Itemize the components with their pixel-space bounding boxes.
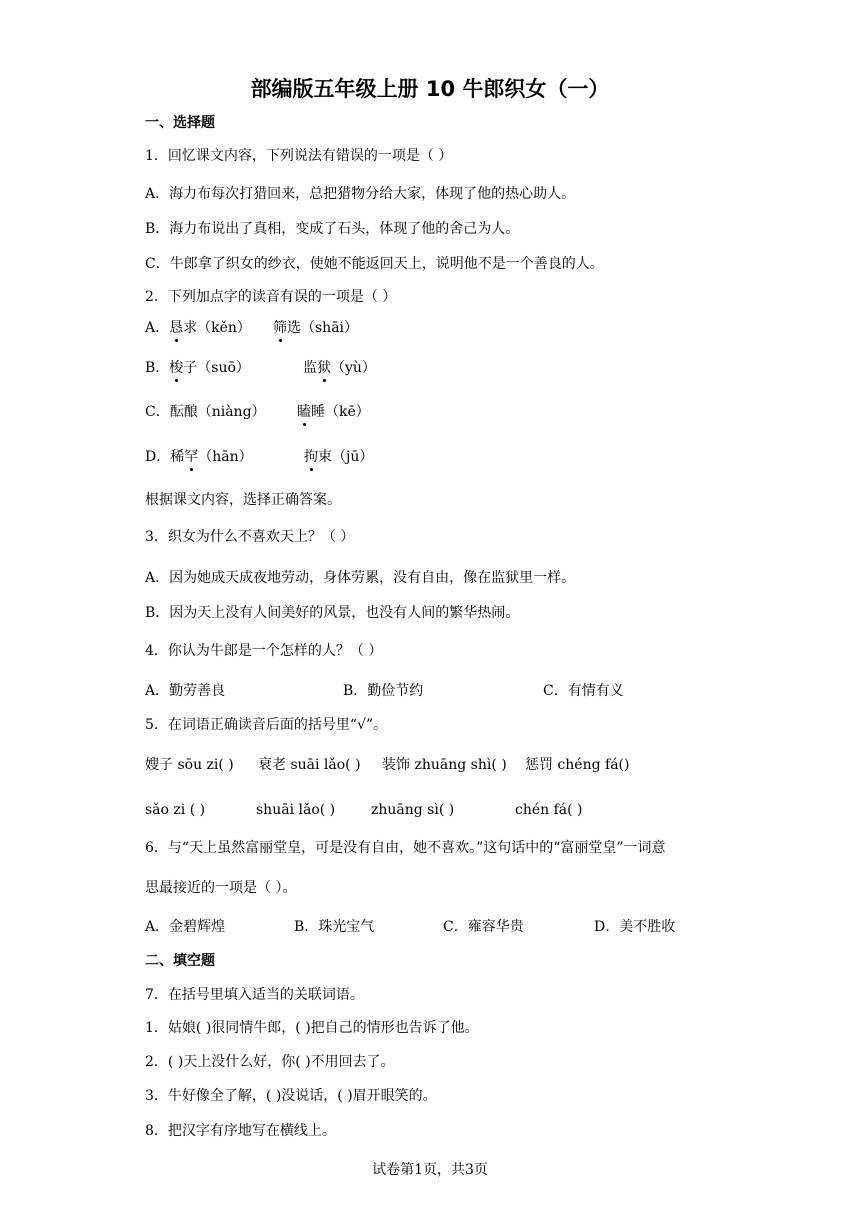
section-heading-fill: 二、填空题 — [145, 953, 215, 969]
question-4-option-b: B．勤俭节约 — [343, 683, 424, 699]
dotted-char: 罕 — [184, 449, 199, 465]
section-heading-choice: 一、选择题 — [145, 115, 215, 131]
dotted-char: 瞌 — [297, 404, 311, 420]
question-7-line-2: 2．( )天上没什么好，你( )不用回去了。 — [145, 1054, 395, 1070]
option-label: A． — [145, 320, 170, 336]
question-6-stem-line-1: 6．与“天上虽然富丽堂皇，可是没有自由，她不喜欢。”这句话中的“富丽堂皇”一词意 — [145, 840, 666, 856]
question-5-row-2 — [145, 800, 765, 822]
question-4-option-a: A．勤劳善良 — [145, 683, 226, 699]
question-3-stem: 3．织女为什么不喜欢天上？（ ） — [145, 529, 355, 545]
question-6-stem-line-2: 思最接近的一项是（ ）。 — [145, 880, 297, 896]
option-text: （hān） — [198, 449, 253, 465]
question-6-option-d: D．美不胜收 — [594, 919, 676, 935]
pinyin-item: 衰老 suāi lǎo( ) — [258, 757, 361, 773]
question-6-option-b: B．珠光宝气 — [294, 919, 375, 935]
question-2-stem: 2．下列加点字的读音有误的一项是（ ） — [145, 289, 397, 305]
option-text: 选（shāi） — [287, 320, 359, 336]
pinyin-item: sǎo zi ( ) — [145, 802, 206, 818]
question-6-options — [145, 917, 765, 939]
question-4-option-c: C．有情有义 — [543, 683, 624, 699]
pinyin-item: zhuāng sì( ) — [371, 802, 455, 818]
question-5-stem: 5．在词语正确读音后面的括号里“√”。 — [145, 717, 388, 733]
question-7-line-1: 1．姑娘( )很同情牛郎，( )把自己的情形也告诉了他。 — [145, 1020, 479, 1036]
pinyin-item: chén fá( ) — [515, 802, 583, 818]
question-5-row-1 — [145, 755, 765, 777]
question-6-option-c: C．雍容华贵 — [443, 919, 524, 935]
question-3-option-b: B．因为天上没有人间美好的风景，也没有人间的繁华热闹。 — [145, 605, 520, 621]
pinyin-item: shuāi lǎo( ) — [256, 802, 336, 818]
option-text: C．酝酿（niàng） — [145, 404, 266, 420]
pinyin-item: 惩罚 chéng fá() — [525, 757, 630, 773]
question-2-option-d — [145, 447, 745, 469]
question-1-option-c: C．牛郎拿了织女的纱衣，使她不能返回天上，说明他不是一个善良的人。 — [145, 256, 604, 272]
question-2-option-a — [145, 318, 745, 340]
question-2-option-c — [145, 402, 745, 424]
dotted-char: 拘 — [304, 449, 318, 465]
option-text: 监 — [303, 360, 317, 376]
option-text: 子（suō） — [183, 360, 250, 376]
dotted-char: 筛 — [273, 320, 287, 336]
dotted-char: 梭 — [169, 360, 184, 376]
page-footer: 试卷第1页，共3页 — [372, 1162, 488, 1178]
instruction-text: 根据课文内容，选择正确答案。 — [145, 492, 341, 508]
dotted-char: 狱 — [317, 360, 331, 376]
option-text: D．稀 — [145, 449, 185, 465]
question-7-stem: 7．在括号里填入适当的关联词语。 — [145, 987, 364, 1003]
question-6-option-a: A．金碧辉煌 — [145, 919, 226, 935]
question-2-option-b — [145, 358, 745, 380]
option-label: B． — [145, 360, 170, 376]
option-text: 求（kěn） — [183, 320, 251, 336]
question-1-option-b: B．海力布说出了真相，变成了石头，体现了他的舍己为人。 — [145, 221, 520, 237]
pinyin-item: 嫂子 sōu zi( ) — [145, 757, 234, 773]
question-7-line-3: 3．牛好像全了解，( )没说话，( )眉开眼笑的。 — [145, 1088, 437, 1104]
question-3-option-a: A．因为她成天成夜地劳动，身体劳累，没有自由，像在监狱里一样。 — [145, 570, 576, 586]
page-title: 部编版五年级上册 10 牛郎织女（一） — [250, 77, 610, 101]
option-text: 束（jū） — [318, 449, 374, 465]
option-text: （yù） — [331, 360, 376, 376]
question-4-stem: 4．你认为牛郎是一个怎样的人？（ ） — [145, 643, 383, 659]
question-1-option-a: A．海力布每次打猎回来，总把猎物分给大家，体现了他的热心助人。 — [145, 186, 576, 202]
option-text: 睡（kē） — [311, 404, 370, 420]
question-4-options — [145, 681, 745, 703]
dotted-char: 恳 — [169, 320, 184, 336]
pinyin-item: 装饰 zhuāng shì( ) — [382, 757, 507, 773]
question-1-stem: 1．回忆课文内容，下列说法有错误的一项是（ ） — [145, 148, 453, 164]
question-8-stem: 8．把汉字有序地写在横线上。 — [145, 1123, 336, 1139]
